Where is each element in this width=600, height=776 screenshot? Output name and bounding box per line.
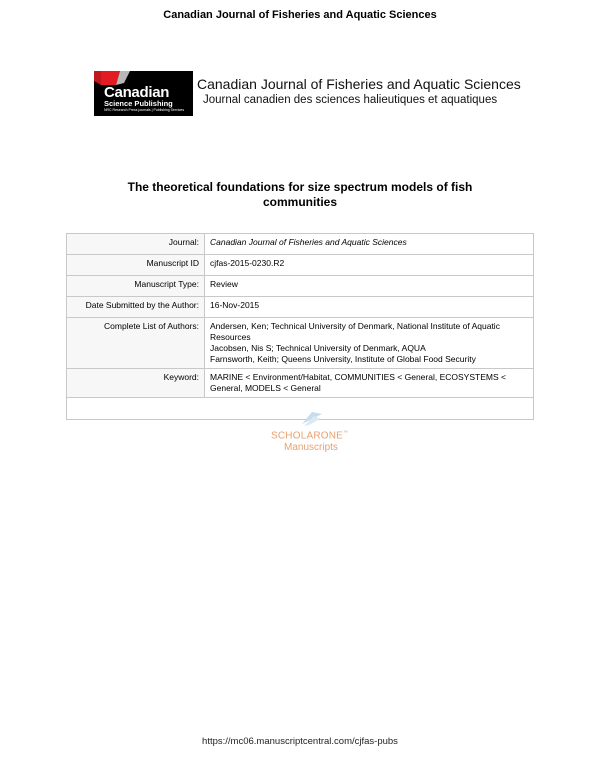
scholarone-logo bbox=[270, 410, 370, 460]
manuscript-type-label: Manuscript Type: bbox=[67, 276, 205, 297]
table-row bbox=[67, 255, 534, 276]
journal-name-english: Canadian Journal of Fisheries and Aquatic Sciences bbox=[197, 76, 521, 92]
author-entry: Jacobsen, Nis S; Technical University of Denmark, AQUA bbox=[210, 343, 426, 353]
manuscript-id-label: Manuscript ID bbox=[67, 255, 205, 276]
author-entry: Andersen, Ken; Technical University of Denmark, National Institute of Aquatic Resources bbox=[210, 321, 500, 342]
scholarone-brand-text: SCHOLARONE bbox=[271, 430, 344, 442]
journal-value: Canadian Journal of Fisheries and Aquatic Sciences bbox=[205, 234, 534, 255]
date-submitted-value: 16-Nov-2015 bbox=[205, 297, 534, 318]
journal-name-french: Journal canadien des sciences halieutiques et aquatiques bbox=[203, 94, 498, 106]
scholarone-brand bbox=[271, 430, 348, 441]
running-header: Canadian Journal of Fisheries and Aquatic Sciences bbox=[163, 9, 437, 21]
table-row bbox=[67, 318, 534, 369]
manuscript-type-value: Review bbox=[205, 276, 534, 297]
table-row bbox=[67, 276, 534, 297]
date-submitted-label: Date Submitted by the Author: bbox=[67, 297, 205, 318]
logo-tagline: NRC Research Press journals | Publishing Services bbox=[104, 108, 185, 112]
manuscript-id-value: cjfas-2015-0230.R2 bbox=[205, 255, 534, 276]
footer-url: https://mc06.manuscriptcentral.com/cjfas-pubs bbox=[202, 736, 398, 747]
keyword-label: Keyword: bbox=[67, 369, 205, 398]
keyword-value: MARINE < Environment/Habitat, COMMUNITIES < General, ECOSYSTEMS < General, MODELS < General bbox=[205, 369, 534, 398]
manuscript-metadata-table bbox=[66, 233, 534, 420]
scholarone-swoosh-icon bbox=[300, 410, 324, 428]
trademark-symbol: ™ bbox=[343, 430, 349, 436]
publisher-logo bbox=[94, 71, 193, 116]
logo-wordmark: Canadian bbox=[104, 84, 170, 101]
table-row bbox=[67, 369, 534, 398]
authors-list bbox=[205, 318, 534, 369]
paper-title: The theoretical foundations for size spectrum models of fish communities bbox=[127, 180, 473, 209]
authors-label: Complete List of Authors: bbox=[67, 318, 205, 369]
logo-subtitle: Science Publishing bbox=[104, 99, 173, 108]
journal-label: Journal: bbox=[67, 234, 205, 255]
scholarone-subtitle: Manuscripts bbox=[284, 442, 338, 453]
author-entry: Farnsworth, Keith; Queens University, Institute of Global Food Security bbox=[210, 354, 476, 364]
table-row bbox=[67, 297, 534, 318]
table-row bbox=[67, 234, 534, 255]
